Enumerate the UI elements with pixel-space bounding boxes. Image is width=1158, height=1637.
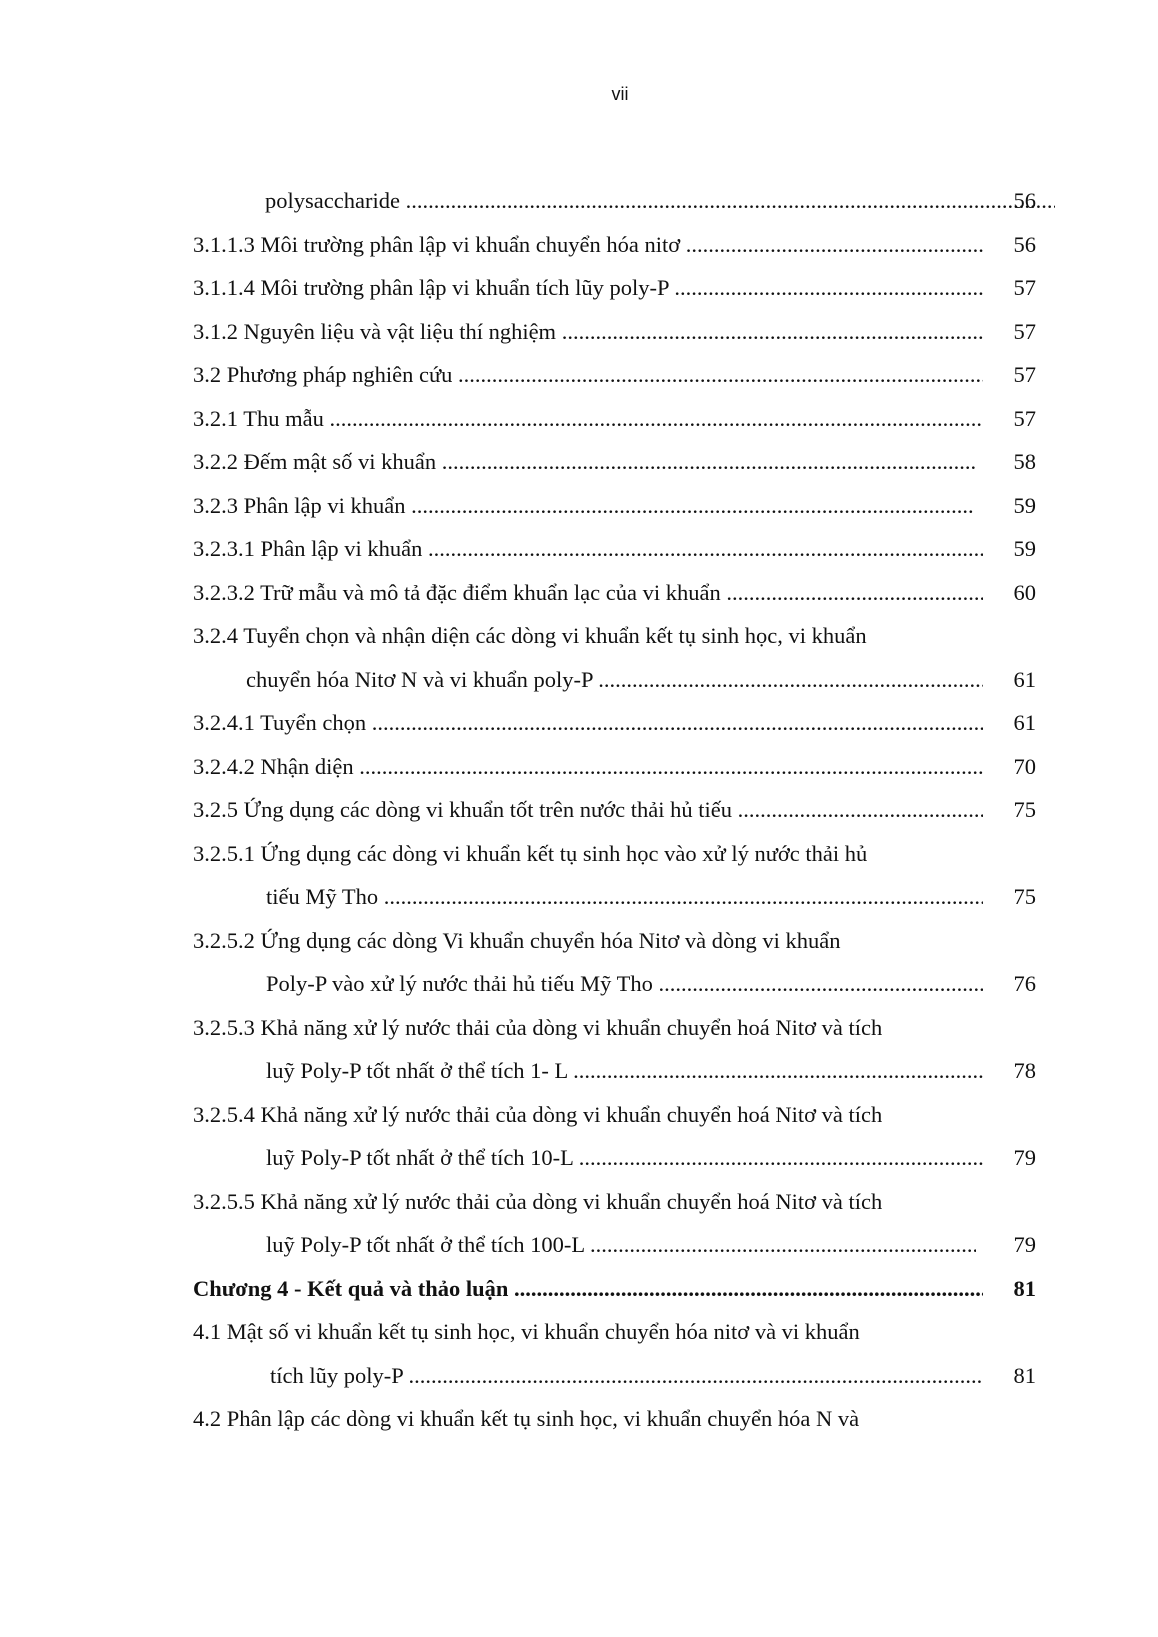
toc-entry-text: 3.1.1.4 Môi trường phân lập vi khuẩn tích lũy poly-P ..... xyxy=(193,273,983,303)
toc-page-number: 59 xyxy=(1013,492,1036,518)
toc-page-number: 57 xyxy=(1013,405,1036,431)
toc-page-number: 79 xyxy=(1013,1145,1036,1170)
toc-page-number: 57 xyxy=(1013,318,1036,344)
toc-entry[interactable] xyxy=(193,1404,1036,1448)
toc-page-number: 57 xyxy=(1013,362,1036,387)
toc-entry-text: 3.2.5.4 Khả năng xử lý nước thải của dòng vi khuẩn chuyển hoá Nitơ và tích xyxy=(193,1101,883,1127)
toc-entry-text: 3.2.5 Ứng dụng các dòng vi khuẩn tốt trên nước thải hủ tiếu ..... xyxy=(193,795,983,825)
toc-page-number: 57 xyxy=(1013,275,1036,300)
toc-entry-text: 4.1 Mật số vi khuẩn kết tụ sinh học, vi khuẩn chuyển hóa nitơ và vi khuẩn xyxy=(193,1319,860,1344)
toc-page-number: 75 xyxy=(1013,884,1036,909)
toc-entry-text: 3.2.3 Phân lập vi khuẩn ..... xyxy=(193,491,975,521)
toc-entry-text: 3.2.1 Thu mẫu ..... xyxy=(193,404,983,434)
toc-entry-text: 3.2.4.2 Nhận diện ..... xyxy=(193,752,983,782)
toc-entry-text: luỹ Poly-P tốt nhất ở thể tích 1- L ..... xyxy=(193,1056,983,1086)
toc-entry-text: 3.2 Phương pháp nghiên cứu ..... xyxy=(193,360,983,390)
toc-page-number: 78 xyxy=(1013,1058,1036,1083)
toc-page-number: 58 xyxy=(1013,449,1036,474)
toc-entry-text: 3.2.4 Tuyển chọn và nhận diện các dòng vi khuẩn kết tụ sinh học, vi khuẩn xyxy=(193,623,867,648)
toc-entry-text: 4.2 Phân lập các dòng vi khuẩn kết tụ sinh học, vi khuẩn chuyển hóa N và xyxy=(193,1406,860,1431)
toc-entry[interactable] xyxy=(193,665,1036,709)
toc-entry[interactable] xyxy=(193,491,1036,535)
toc-entry[interactable] xyxy=(193,1317,1036,1361)
toc-entry-text: 3.2.5.2 Ứng dụng các dòng Vi khuẩn chuyển hóa Nitơ và dòng vi khuẩn xyxy=(193,927,841,953)
toc-page-number: 61 xyxy=(1013,666,1036,692)
toc-entry-text: 3.2.3.1 Phân lập vi khuẩn ..... xyxy=(193,534,983,564)
toc-entry[interactable] xyxy=(193,839,1036,883)
toc-entry[interactable] xyxy=(193,534,1036,578)
page-number: vii xyxy=(611,84,629,104)
toc-entry[interactable] xyxy=(193,1143,1036,1187)
toc-page-number: 56 xyxy=(1013,188,1036,213)
toc-entry[interactable] xyxy=(193,360,1036,404)
toc-entry[interactable] xyxy=(193,186,1036,230)
toc-entry-text: luỹ Poly-P tốt nhất ở thể tích 100-L ..... xyxy=(193,1230,976,1260)
toc-entry[interactable] xyxy=(193,795,1036,839)
toc-entry[interactable] xyxy=(193,1187,1036,1231)
toc-entry[interactable] xyxy=(193,1013,1036,1057)
toc-chapter-entry[interactable] xyxy=(193,1274,1036,1318)
toc-entry[interactable] xyxy=(193,882,1036,926)
toc-entry[interactable] xyxy=(193,969,1036,1013)
toc-entry-text: 3.2.2 Đếm mật số vi khuẩn ..... xyxy=(193,447,975,477)
toc-entry[interactable] xyxy=(193,578,1036,622)
toc-page-number: 60 xyxy=(1013,579,1036,605)
toc-entry[interactable] xyxy=(193,1230,1036,1274)
toc-entry[interactable] xyxy=(193,1100,1036,1144)
toc-page-number: 76 xyxy=(1013,971,1036,996)
toc-page-number: 70 xyxy=(1013,753,1036,779)
toc-entry-text: 3.2.5.1 Ứng dụng các dòng vi khuẩn kết tụ sinh học vào xử lý nước thải hủ xyxy=(193,840,868,866)
toc-entry[interactable] xyxy=(193,273,1036,317)
toc-entry-text: tiếu Mỹ Tho ..... xyxy=(193,882,983,912)
toc-entry-text: chuyển hóa Nitơ N và vi khuẩn poly-P ..... xyxy=(193,665,983,695)
toc-page-number: 79 xyxy=(1013,1232,1036,1257)
toc-page-number: 61 xyxy=(1013,710,1036,735)
toc-page-number: 56 xyxy=(1013,231,1036,257)
toc-entry-text: Poly-P vào xử lý nước thải hủ tiếu Mỹ Tho ..... xyxy=(193,969,983,999)
toc-entry-text: 3.1.1.3 Môi trường phân lập vi khuẩn chuyển hóa nitơ ..... xyxy=(193,230,983,260)
toc-entry-text: polysaccharide ..... xyxy=(193,186,1055,216)
table-of-contents xyxy=(193,186,1036,1448)
toc-entry[interactable] xyxy=(193,230,1036,274)
toc-page-number: 81 xyxy=(1013,1275,1036,1301)
toc-entry[interactable] xyxy=(193,1361,1036,1405)
toc-entry-text: Chương 4 - Kết quả và thảo luận ..... xyxy=(193,1274,983,1304)
toc-entry-text: tích lũy poly-P ..... xyxy=(193,1361,983,1391)
toc-entry[interactable] xyxy=(193,317,1036,361)
toc-entry[interactable] xyxy=(193,447,1036,491)
toc-entry[interactable] xyxy=(193,621,1036,665)
toc-entry-text: 3.1.2 Nguyên liệu và vật liệu thí nghiệm ..... xyxy=(193,317,983,347)
toc-page-number: 75 xyxy=(1013,797,1036,822)
toc-page-number: 81 xyxy=(1013,1362,1036,1388)
toc-entry[interactable] xyxy=(193,926,1036,970)
toc-entry-text: 3.2.4.1 Tuyển chọn ..... xyxy=(193,708,983,738)
toc-entry[interactable] xyxy=(193,1056,1036,1100)
toc-entry-text: luỹ Poly-P tốt nhất ở thể tích 10-L ..... xyxy=(193,1143,983,1173)
toc-entry[interactable] xyxy=(193,404,1036,448)
toc-entry[interactable] xyxy=(193,752,1036,796)
toc-entry-text: 3.2.3.2 Trữ mẫu và mô tả đặc điểm khuẩn lạc của vi khuẩn ..... xyxy=(193,578,983,608)
toc-page-number: 59 xyxy=(1013,536,1036,561)
toc-entry-text: 3.2.5.3 Khả năng xử lý nước thải của dòng vi khuẩn chuyển hoá Nitơ và tích xyxy=(193,1014,883,1040)
toc-entry-text: 3.2.5.5 Khả năng xử lý nước thải của dòng vi khuẩn chuyển hoá Nitơ và tích xyxy=(193,1188,883,1214)
toc-entry[interactable] xyxy=(193,708,1036,752)
